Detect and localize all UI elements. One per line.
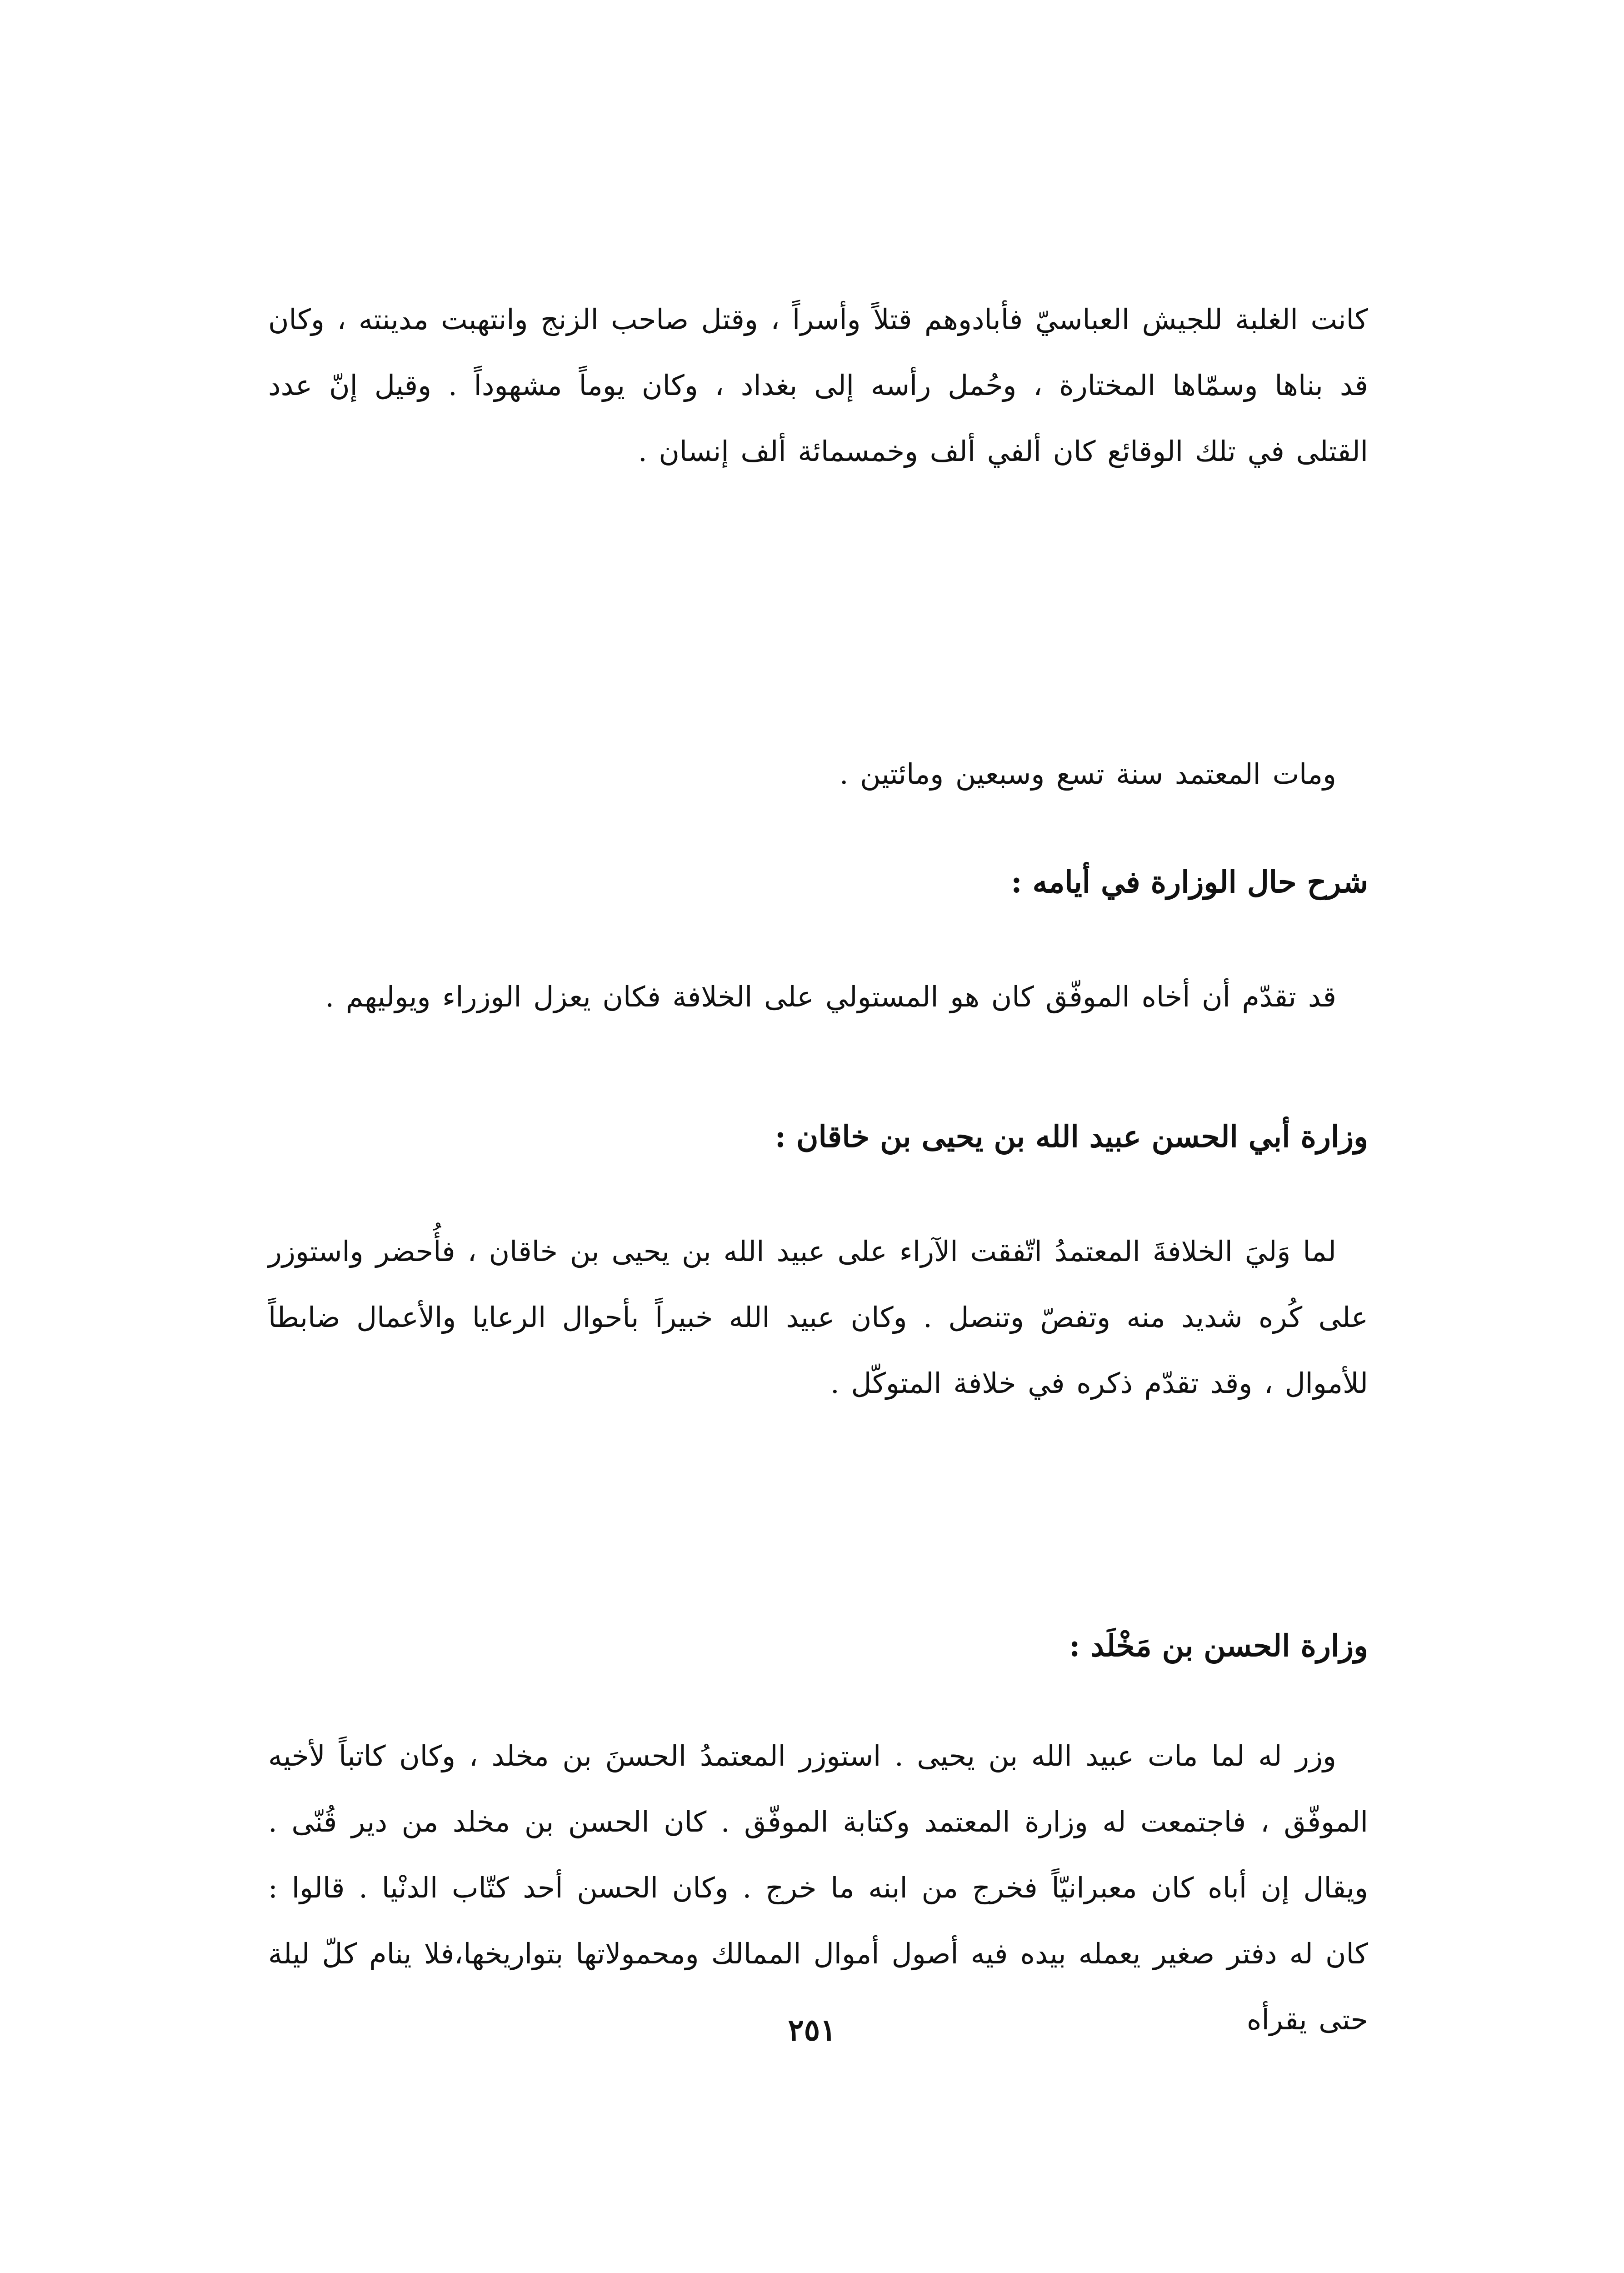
heading-hasan-ibn-makhlad-vizierate: وزارة الحسن بن مَخْلَد :	[1069, 1628, 1368, 1663]
paragraph-hasan-ibn-makhlad: وزر له لما مات عبيد الله بن يحيى . استوزر المعتمدُ الحسنَ بن مخلد ، وكان كاتباً لأخيه الموفّق ، فاجتمعت له وزارة المعتمد وكتابة الموفّق . كان الحسن بن مخلد من دير قُنّى . ويقال إن أباه كان معبرانيّاً فخرج من ابنه ما خرج . وكان الحسن أحد كتّاب الدنْيا . قالوا : كان له دفتر صغير يعمله بيده فيه أصول أموال الممالك ومحمولاتها بتواريخها،فلا ينام كلّ ليلة حتى يقرأه	[268, 1739, 1368, 2036]
paragraph-zanj-defeat: كانت الغلبة للجيش العباسيّ فأبادوهم قتلاً وأسراً ، وقتل صاحب الزنج وانتهبت مدينته ، وكان قد بناها وسمّاها المختارة ، وحُمل رأسه إلى بغداد ، وكان يوماً مشهوداً . وقيل إنّ عدد القتلى في تلك الوقائع كان ألفي ألف وخمسمائة ألف إنسان .	[268, 303, 1368, 468]
heading-ubayd-allah-vizierate: وزارة أبي الحسن عبيد الله بن يحيى بن خاقان :	[775, 1119, 1368, 1154]
section-vizierate-state	[268, 855, 1368, 1030]
paragraph-block-ubayd-allah	[268, 1218, 1368, 1416]
page-number: ٢٥١	[788, 2012, 836, 2048]
paragraph-muwaffaq-control: قد تقدّم أن أخاه الموفّق كان هو المستولي على الخلافة فكان يعزل الوزراء ويوليهم .	[325, 980, 1336, 1013]
paragraph-death-mutamid: ومات المعتمد سنة تسع وسبعين ومائتين .	[839, 757, 1336, 791]
heading-vizierate-state: شرح حال الوزارة في أيامه :	[1011, 864, 1368, 900]
section-ubayd-allah	[268, 1109, 1368, 1164]
paragraph-block-1	[268, 286, 1368, 484]
section-hasan-ibn-makhlad	[268, 1618, 1368, 1673]
paragraph-ubayd-allah: لما وَليَ الخلافةَ المعتمدُ اتّفقت الآراء على عبيد الله بن يحيى بن خاقان ، فأُحضر واستوزر على كُره شديد منه وتفصّ وتنصل . وكان عبيد الله خبيراً بأحوال الرعايا والأعمال ضابطاً للأموال ، وقد تقدّم ذكره في خلافة المتوكّل .	[268, 1235, 1368, 1400]
paragraph-block-2	[268, 741, 1368, 807]
paragraph-block-hasan	[268, 1723, 1368, 2053]
